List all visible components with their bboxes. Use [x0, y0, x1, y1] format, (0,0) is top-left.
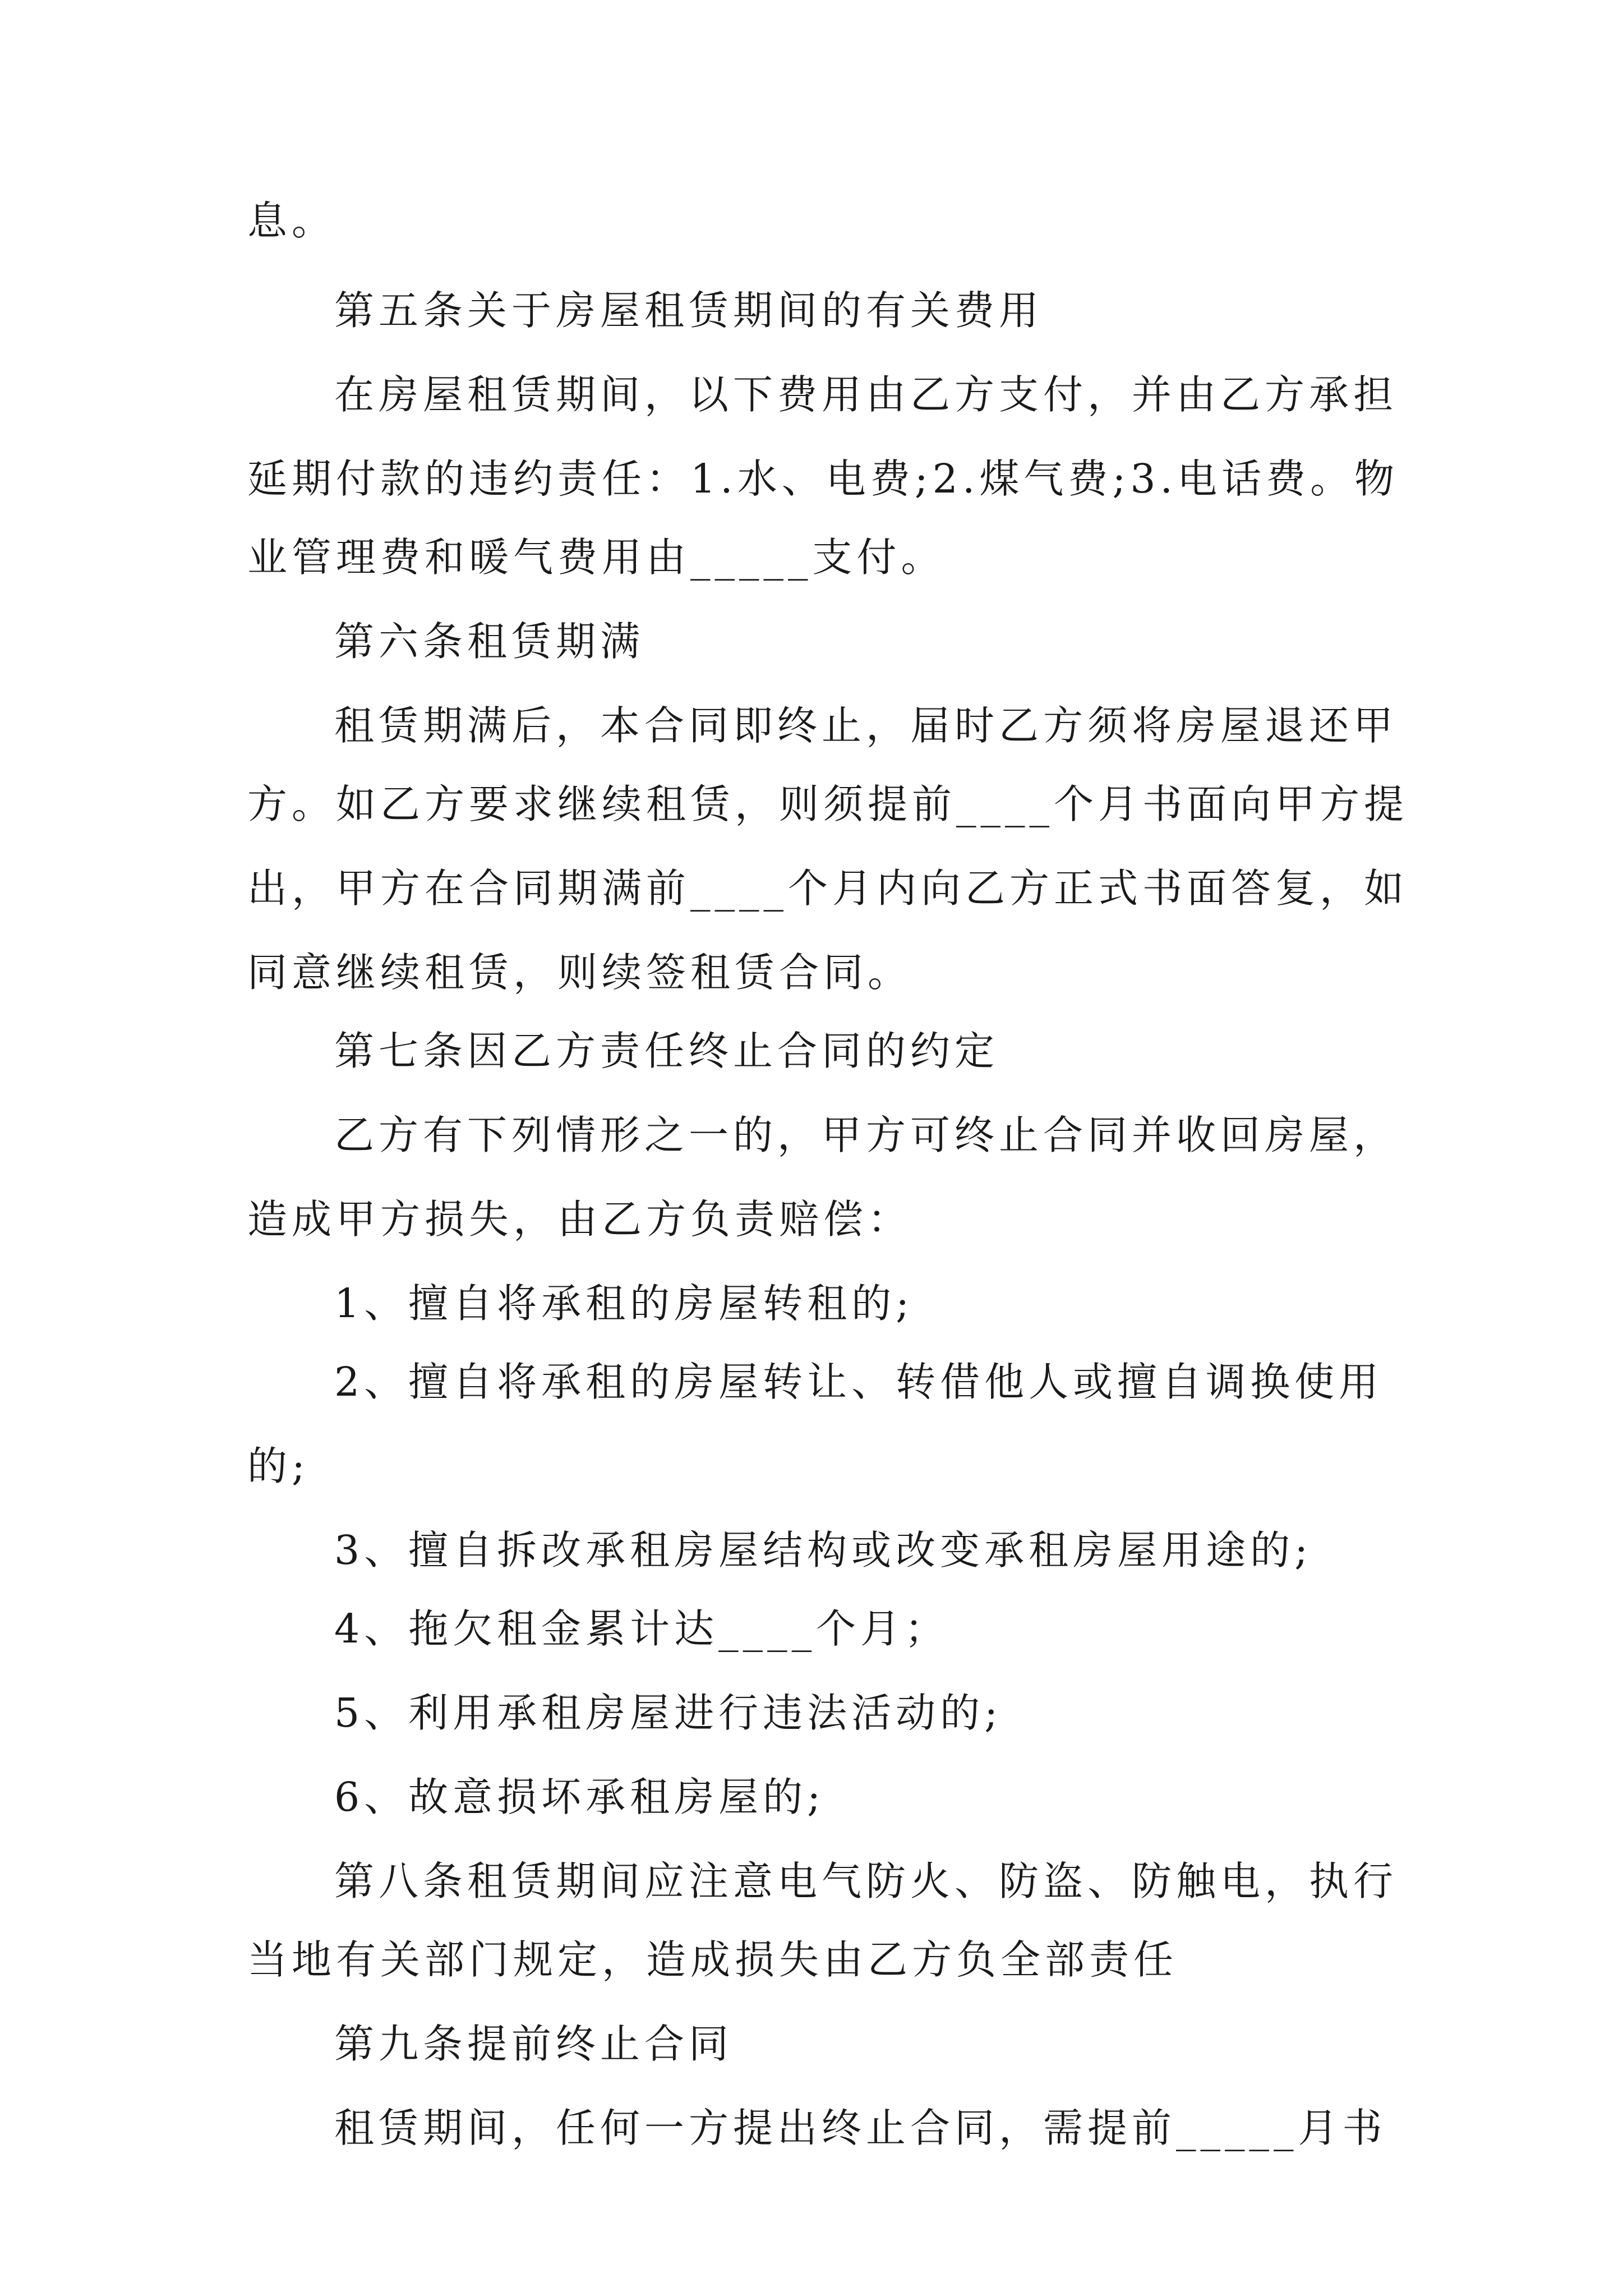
section-heading: 第五条关于房屋租赁期间的有关费用 — [334, 287, 1044, 334]
list-item: 4、拖欠租金累计达____个月； — [334, 1605, 949, 1652]
text-line: 在房屋租赁期间，以下费用由乙方支付，并由乙方承担 — [334, 371, 1398, 418]
section-heading: 第八条租赁期间应注意电气防火、防盗、防触电，执行 — [334, 1858, 1398, 1904]
list-item: 2、擅自将承租的房屋转让、转借他人或擅自调换使用 — [334, 1359, 1384, 1405]
section-heading: 第六条租赁期满 — [334, 618, 645, 665]
section-heading: 第九条提前终止合同 — [334, 2021, 734, 2067]
text-line: 造成甲方损失，由乙方负责赔偿： — [247, 1196, 912, 1243]
text-line: 息。 — [247, 197, 336, 244]
list-item: 3、擅自拆改承租房屋结构或改变承租房屋用途的; — [334, 1527, 1313, 1573]
list-item: 5、利用承租房屋进行违法活动的; — [334, 1690, 1003, 1736]
text-line: 的; — [247, 1443, 310, 1489]
text-line: 业管理费和暖气费用由_____支付。 — [247, 534, 946, 581]
list-item: 6、故意损坏承租房屋的; — [334, 1774, 826, 1820]
text-line: 租赁期满后，本合同即终止，届时乙方须将房屋退还甲 — [334, 702, 1398, 749]
text-line: 方。如乙方要求继续租赁，则须提前____个月书面向甲方提 — [247, 781, 1409, 827]
text-line: 乙方有下列情形之一的，甲方可终止合同并收回房屋， — [334, 1112, 1398, 1158]
text-line: 延期付款的违约责任：1.水、电费;2.煤气费;3.电话费。物 — [247, 455, 1399, 502]
section-heading: 第七条因乙方责任终止合同的约定 — [334, 1028, 999, 1074]
text-line: 当地有关部门规定，造成损失由乙方负全部责任 — [247, 1936, 1178, 1983]
text-line: 出，甲方在合同期满前____个月内向乙方正式书面答复，如 — [247, 865, 1409, 912]
list-item: 1、擅自将承租的房屋转租的; — [334, 1280, 914, 1327]
text-line: 同意继续租赁，则续签租赁合同。 — [247, 949, 912, 996]
text-line: 租赁期间，任何一方提出终止合同，需提前_____月书 — [334, 2105, 1387, 2151]
